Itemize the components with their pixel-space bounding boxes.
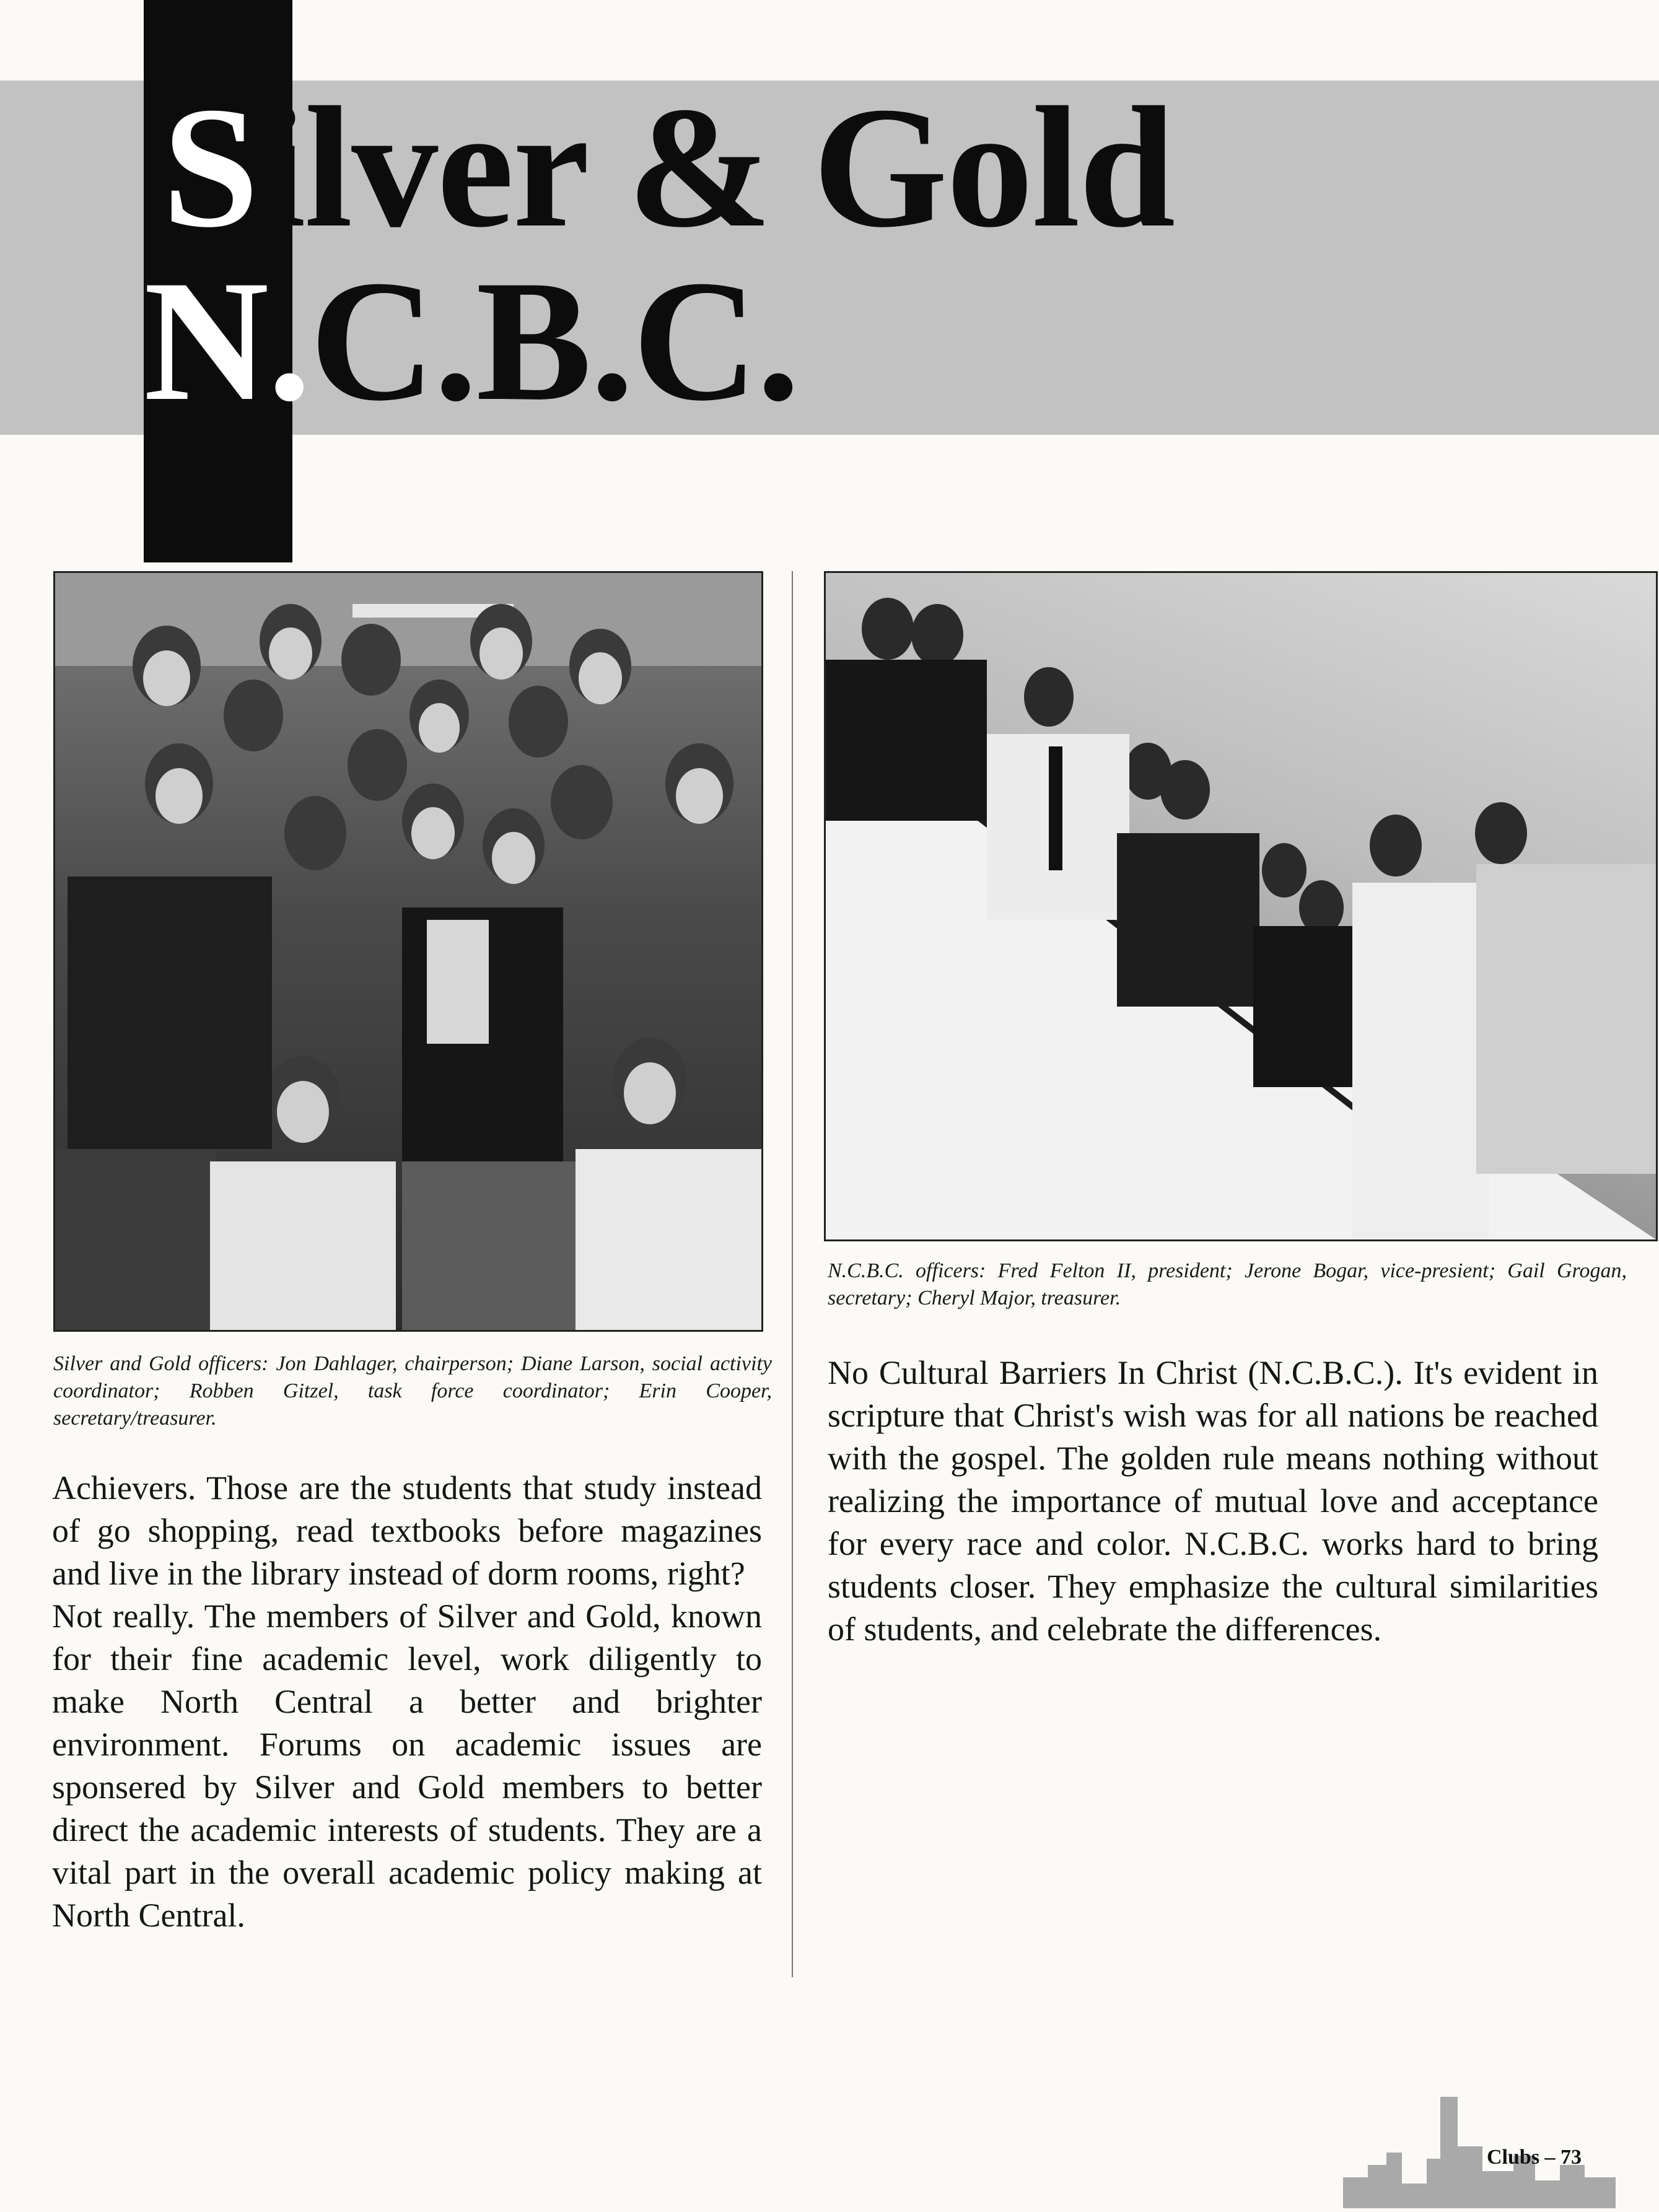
title-line-silver-gold bbox=[162, 71, 1175, 263]
ncbc-article bbox=[828, 1352, 1598, 1651]
title-initial-n: N. bbox=[144, 244, 310, 437]
silver-gold-article bbox=[52, 1467, 762, 1937]
stairway-photo-illustration bbox=[826, 573, 1656, 1239]
silver-gold-caption: Silver and Gold officers: Jon Dahlager, chairperson; Diane Larson, social activity coordinator; Robben Gitzel, task force coordinator; Erin Cooper, secretary/treasurer. bbox=[53, 1352, 772, 1430]
ncbc-paragraph: No Cultural Barriers In Christ (N.C.B.C.). It's evident in scripture that Christ's wish was for all nations be reached with the gospel. The golden rule means nothing without realizing the importance of mutual love and acceptance for every race and color. N.C.B.C. works hard to bring students closer. They emphasize the cultural similarities of students, and celebrate the differences. bbox=[828, 1354, 1598, 1648]
silver-gold-group-photo bbox=[53, 571, 763, 1332]
ncbc-group-photo bbox=[824, 571, 1658, 1241]
silver-gold-paragraph-1: Achievers. Those are the students that study instead of go shopping, read textbooks before magazines and live in the library instead of dorm rooms, right? bbox=[52, 1469, 762, 1592]
group-photo-illustration bbox=[55, 573, 761, 1330]
title-initial-s: S bbox=[162, 71, 258, 263]
page-footer: Clubs – 73 bbox=[1487, 2146, 1582, 2169]
ncbc-caption: N.C.B.C. officers: Fred Felton II, president; Jerone Bogar, vice-presient; Gail Grogan, secretary; Cheryl Major, treasurer. bbox=[828, 1259, 1627, 1309]
title-rest-silver-gold: ilver & Gold bbox=[257, 71, 1175, 263]
title-rest-ncbc: C.B.C. bbox=[310, 244, 799, 437]
title-line-ncbc bbox=[144, 244, 799, 437]
column-divider bbox=[792, 571, 793, 1977]
silver-gold-paragraph-2: Not really. The members of Silver and Gold, known for their fine academic level, work diligently to make North Central a better and brighter environment. Forums on academic issues are sponsered by Silver and Gold members to better direct the academic interests of students. They are a vital part in the overall academic policy making at North Central. bbox=[52, 1598, 762, 1934]
